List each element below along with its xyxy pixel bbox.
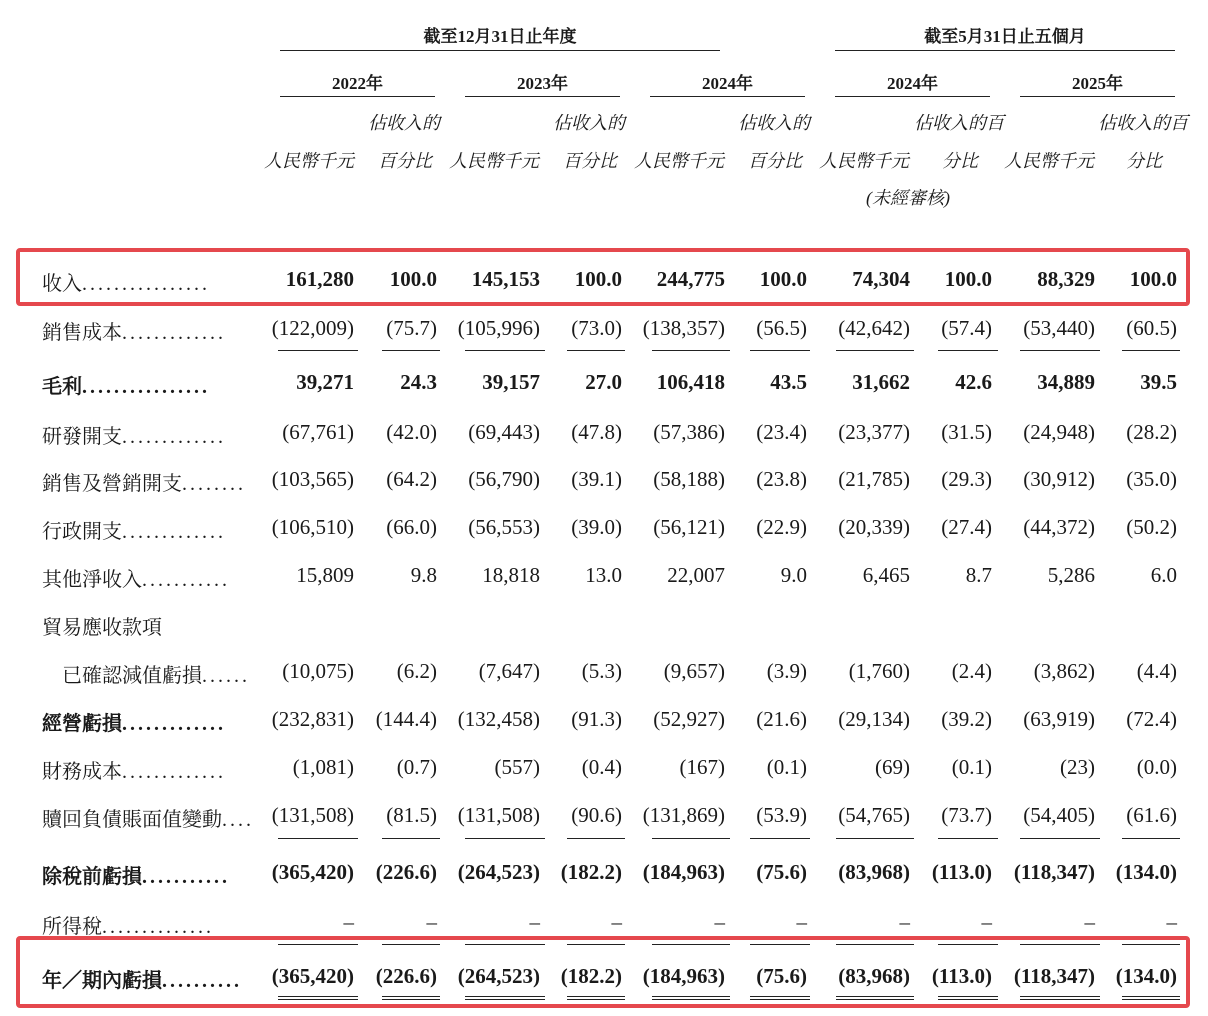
underline-redemption-liability-2025-5m-amt: [1020, 838, 1100, 839]
cell-loss-before-tax-2022-amt: (365,420): [271, 860, 354, 884]
cell-other-income-2024-amt: 22,007: [667, 563, 725, 587]
cell-rnd-2023-amt: (69,443): [468, 420, 540, 444]
cell-finance-cost-2024-5m-amt: (69): [875, 755, 910, 779]
unit-pct-2023-line1: 佔收入的: [553, 113, 625, 133]
row-label-cost-of-sales: 銷售成本.............: [42, 322, 226, 344]
cell-operating-loss-2024-5m-pct: (39.2): [941, 707, 992, 731]
row-label-admin: 行政開支.............: [42, 521, 226, 543]
cell-operating-loss-2024-amt: (52,927): [653, 707, 725, 731]
cell-admin-2025-5m-pct: (50.2): [1126, 515, 1177, 539]
cell-loss-for-period-2024-pct: (75.6): [756, 964, 807, 988]
cell-redemption-liability-2022-amt: (131,508): [271, 803, 354, 827]
cell-loss-for-period-2024-5m-amt: (83,968): [838, 964, 910, 988]
cell-revenue-2025-5m-pct: 100.0: [1129, 267, 1177, 291]
cell-operating-loss-2024-5m-amt: (29,134): [838, 707, 910, 731]
row-label-loss-before-tax: 除稅前虧損...........: [42, 866, 230, 888]
cell-impairment-2023-amt: (7,647): [478, 659, 540, 683]
cell-revenue-2022-pct: 100.0: [389, 267, 437, 291]
cell-revenue-2024-5m-amt: 74,304: [852, 267, 910, 291]
cell-cost-of-sales-2022-amt: (122,009): [271, 316, 354, 340]
cell-selling-2024-5m-pct: (29.3): [941, 467, 992, 491]
cell-operating-loss-2023-amt: (132,458): [457, 707, 540, 731]
cell-redemption-liability-2022-pct: (81.5): [386, 803, 437, 827]
cell-gross-profit-2022-amt: 39,271: [296, 370, 354, 394]
cell-gross-profit-2024-5m-amt: 31,662: [852, 370, 910, 394]
cell-selling-2022-pct: (64.2): [386, 467, 437, 491]
unit-pct-2023-line2: 百分比: [563, 151, 617, 171]
cell-redemption-liability-2023-amt: (131,508): [457, 803, 540, 827]
year-rule-2024: [650, 96, 805, 97]
cell-impairment-2022-amt: (10,075): [282, 659, 354, 683]
cell-rnd-2024-amt: (57,386): [653, 420, 725, 444]
unit-pct-2024-line2: 百分比: [748, 151, 802, 171]
cell-admin-2024-5m-pct: (27.4): [941, 515, 992, 539]
underline-redemption-liability-2024-5m-pct: [938, 838, 998, 839]
cell-other-income-2023-amt: 18,818: [482, 563, 540, 587]
cell-operating-loss-2022-amt: (232,831): [271, 707, 354, 731]
unit-pct-2024-5m-line1: 佔收入的百: [914, 113, 1004, 133]
cell-income-tax-2024-5m-pct: –: [981, 910, 992, 934]
unit-pct-2025-5m-line1: 佔收入的百: [1098, 113, 1188, 133]
unit-rmb-2024-5m: 人民幣千元: [819, 151, 909, 171]
cell-other-income-2023-pct: 13.0: [585, 563, 622, 587]
underline-redemption-liability-2025-5m-pct: [1122, 838, 1180, 839]
cell-rnd-2024-5m-amt: (23,377): [838, 420, 910, 444]
cell-income-tax-2025-5m-pct: –: [1166, 910, 1177, 934]
cell-selling-2024-amt: (58,188): [653, 467, 725, 491]
row-label-gross-profit: 毛利................: [42, 376, 210, 398]
underline-cost-of-sales-2025-5m-amt: [1020, 350, 1100, 351]
underline-cost-of-sales-2023-amt: [465, 350, 545, 351]
cell-admin-2022-pct: (66.0): [386, 515, 437, 539]
cell-impairment-2024-5m-amt: (1,760): [848, 659, 910, 683]
cell-selling-2023-amt: (56,790): [468, 467, 540, 491]
cell-finance-cost-2024-amt: (167): [679, 755, 725, 779]
cell-gross-profit-2023-pct: 27.0: [585, 370, 622, 394]
cell-income-tax-2024-amt: –: [714, 910, 725, 934]
underline-cost-of-sales-2024-pct: [750, 350, 810, 351]
cell-income-tax-2023-amt: –: [529, 910, 540, 934]
cell-revenue-2024-pct: 100.0: [759, 267, 807, 291]
cell-cost-of-sales-2024-5m-amt: (42,642): [838, 316, 910, 340]
unit-pct-2024-5m-line2: 分比: [942, 151, 978, 171]
cell-rnd-2022-pct: (42.0): [386, 420, 437, 444]
year-header-2022: 2022年: [332, 74, 383, 93]
cell-income-tax-2024-5m-amt: –: [899, 910, 910, 934]
cell-rnd-2025-5m-pct: (28.2): [1126, 420, 1177, 444]
highlight-loss-for-period-row: [16, 936, 1190, 1008]
cell-cost-of-sales-2023-amt: (105,996): [457, 316, 540, 340]
underline-cost-of-sales-2022-amt: [278, 350, 358, 351]
cell-selling-2024-5m-amt: (21,785): [838, 467, 910, 491]
unit-rmb-2023: 人民幣千元: [449, 151, 539, 171]
underline-cost-of-sales-2022-pct: [382, 350, 440, 351]
year-rule-2024-5m: [835, 96, 990, 97]
row-label-redemption-liability: 贖回負債賬面值變動....: [42, 809, 254, 831]
cell-income-tax-2024-pct: –: [796, 910, 807, 934]
cell-cost-of-sales-2024-5m-pct: (57.4): [941, 316, 992, 340]
cell-other-income-2024-pct: 9.0: [780, 563, 807, 587]
cell-redemption-liability-2024-5m-amt: (54,765): [838, 803, 910, 827]
cell-loss-for-period-2023-pct: (182.2): [560, 964, 622, 988]
cell-impairment-2024-pct: (3.9): [766, 659, 807, 683]
cell-gross-profit-2024-5m-pct: 42.6: [955, 370, 992, 394]
unit-pct-2025-5m-line2: 分比: [1126, 151, 1162, 171]
row-label-other-income: 其他淨收入...........: [42, 569, 230, 591]
cell-gross-profit-2024-amt: 106,418: [656, 370, 725, 394]
row-label-finance-cost: 財務成本.............: [42, 761, 226, 783]
unit-rmb-2024: 人民幣千元: [634, 151, 724, 171]
cell-finance-cost-2025-5m-pct: (0.0): [1136, 755, 1177, 779]
unit-rmb-2025-5m: 人民幣千元: [1004, 151, 1094, 171]
underline-redemption-liability-2023-pct: [567, 838, 625, 839]
cell-other-income-2024-5m-pct: 8.7: [965, 563, 992, 587]
row-label-selling: 銷售及營銷開支........: [42, 473, 246, 495]
cell-income-tax-2022-amt: –: [343, 910, 354, 934]
cell-finance-cost-2023-pct: (0.4): [581, 755, 622, 779]
cell-loss-for-period-2023-amt: (264,523): [457, 964, 540, 988]
cell-finance-cost-2022-pct: (0.7): [396, 755, 437, 779]
underline-cost-of-sales-2024-amt: [652, 350, 730, 351]
cell-operating-loss-2025-5m-amt: (63,919): [1023, 707, 1095, 731]
cell-redemption-liability-2025-5m-amt: (54,405): [1023, 803, 1095, 827]
row-label-income-tax: 所得稅..............: [42, 916, 214, 938]
cell-cost-of-sales-2024-amt: (138,357): [642, 316, 725, 340]
unit-rmb-2022: 人民幣千元: [264, 151, 354, 171]
cell-loss-before-tax-2024-amt: (184,963): [642, 860, 725, 884]
cell-operating-loss-2024-pct: (21.6): [756, 707, 807, 731]
cell-admin-2024-amt: (56,121): [653, 515, 725, 539]
cell-gross-profit-2025-5m-amt: 34,889: [1037, 370, 1095, 394]
cell-rnd-2023-pct: (47.8): [571, 420, 622, 444]
cell-other-income-2025-5m-pct: 6.0: [1150, 563, 1177, 587]
cell-revenue-2022-amt: 161,280: [285, 267, 354, 291]
cell-impairment-2025-5m-pct: (4.4): [1136, 659, 1177, 683]
row-label-trade-receivables: 貿易應收款項: [42, 617, 162, 639]
cell-rnd-2022-amt: (67,761): [282, 420, 354, 444]
cell-income-tax-2025-5m-amt: –: [1084, 910, 1095, 934]
cell-revenue-2025-5m-amt: 88,329: [1037, 267, 1095, 291]
cell-rnd-2024-5m-pct: (31.5): [941, 420, 992, 444]
year-rule-2022: [280, 96, 435, 97]
cell-cost-of-sales-2025-5m-pct: (60.5): [1126, 316, 1177, 340]
cell-loss-before-tax-2025-5m-amt: (118,347): [1013, 860, 1095, 884]
cell-cost-of-sales-2023-pct: (73.0): [571, 316, 622, 340]
cell-selling-2025-5m-pct: (35.0): [1126, 467, 1177, 491]
cell-operating-loss-2023-pct: (91.3): [571, 707, 622, 731]
cell-loss-for-period-2022-pct: (226.6): [375, 964, 437, 988]
year-rule-2025-5m: [1020, 96, 1175, 97]
cell-loss-before-tax-2024-5m-pct: (113.0): [931, 860, 992, 884]
year-header-2024: 2024年: [702, 74, 753, 93]
cell-finance-cost-2023-amt: (557): [494, 755, 540, 779]
cell-finance-cost-2025-5m-amt: (23): [1060, 755, 1095, 779]
cell-selling-2023-pct: (39.1): [571, 467, 622, 491]
cell-impairment-2023-pct: (5.3): [581, 659, 622, 683]
cell-admin-2024-5m-amt: (20,339): [838, 515, 910, 539]
cell-loss-for-period-2024-amt: (184,963): [642, 964, 725, 988]
underline-cost-of-sales-2023-pct: [567, 350, 625, 351]
underline-cost-of-sales-2025-5m-pct: [1122, 350, 1180, 351]
year-header-2025-5m: 2025年: [1072, 74, 1123, 93]
cell-selling-2024-pct: (23.8): [756, 467, 807, 491]
cell-income-tax-2023-pct: –: [611, 910, 622, 934]
cell-gross-profit-2022-pct: 24.3: [400, 370, 437, 394]
row-label-operating-loss: 經營虧損.............: [42, 713, 226, 735]
cell-revenue-2023-pct: 100.0: [574, 267, 622, 291]
underline-redemption-liability-2022-amt: [278, 838, 358, 839]
underline-cost-of-sales-2024-5m-pct: [938, 350, 998, 351]
cell-revenue-2024-amt: 244,775: [656, 267, 725, 291]
year-rule-2023: [465, 96, 620, 97]
cell-redemption-liability-2024-5m-pct: (73.7): [941, 803, 992, 827]
header-group-year-end-rule: [280, 50, 720, 51]
cell-rnd-2024-pct: (23.4): [756, 420, 807, 444]
cell-admin-2024-pct: (22.9): [756, 515, 807, 539]
cell-redemption-liability-2024-amt: (131,869): [642, 803, 725, 827]
cell-impairment-2024-5m-pct: (2.4): [951, 659, 992, 683]
cell-loss-before-tax-2023-amt: (264,523): [457, 860, 540, 884]
cell-finance-cost-2024-pct: (0.1): [766, 755, 807, 779]
cell-redemption-liability-2024-pct: (53.9): [756, 803, 807, 827]
header-group-year-end: 截至12月31日止年度: [423, 27, 577, 46]
unit-unaudited: (未經審核): [866, 188, 950, 208]
cell-selling-2022-amt: (103,565): [271, 467, 354, 491]
cell-loss-before-tax-2025-5m-pct: (134.0): [1115, 860, 1177, 884]
cell-loss-before-tax-2024-5m-amt: (83,968): [838, 860, 910, 884]
header-group-five-months-rule: [835, 50, 1175, 51]
cell-redemption-liability-2023-pct: (90.6): [571, 803, 622, 827]
unit-pct-2024-line1: 佔收入的: [738, 113, 810, 133]
header-group-five-months: 截至5月31日止五個月: [924, 27, 1086, 46]
cell-impairment-2024-amt: (9,657): [663, 659, 725, 683]
cell-loss-before-tax-2022-pct: (226.6): [375, 860, 437, 884]
underline-redemption-liability-2024-5m-amt: [836, 838, 914, 839]
cell-impairment-2025-5m-amt: (3,862): [1033, 659, 1095, 683]
cell-operating-loss-2022-pct: (144.4): [375, 707, 437, 731]
cell-redemption-liability-2025-5m-pct: (61.6): [1126, 803, 1177, 827]
cell-loss-for-period-2024-5m-pct: (113.0): [931, 964, 992, 988]
cell-gross-profit-2024-pct: 43.5: [770, 370, 807, 394]
cell-loss-for-period-2025-5m-pct: (134.0): [1115, 964, 1177, 988]
cell-revenue-2024-5m-pct: 100.0: [944, 267, 992, 291]
cell-impairment-2022-pct: (6.2): [396, 659, 437, 683]
cell-revenue-2023-amt: 145,153: [471, 267, 540, 291]
year-header-2024-5m: 2024年: [887, 74, 938, 93]
underline-redemption-liability-2022-pct: [382, 838, 440, 839]
underline-redemption-liability-2023-amt: [465, 838, 545, 839]
cell-other-income-2025-5m-amt: 5,286: [1047, 563, 1095, 587]
cell-gross-profit-2023-amt: 39,157: [482, 370, 540, 394]
row-label-revenue: 收入................: [42, 273, 210, 295]
cell-rnd-2025-5m-amt: (24,948): [1023, 420, 1095, 444]
cell-selling-2025-5m-amt: (30,912): [1023, 467, 1095, 491]
cell-admin-2023-amt: (56,553): [468, 515, 540, 539]
cell-cost-of-sales-2024-pct: (56.5): [756, 316, 807, 340]
cell-other-income-2022-amt: 15,809: [296, 563, 354, 587]
cell-other-income-2022-pct: 9.8: [410, 563, 437, 587]
underline-cost-of-sales-2024-5m-amt: [836, 350, 914, 351]
cell-other-income-2024-5m-amt: 6,465: [862, 563, 910, 587]
underline-redemption-liability-2024-pct: [750, 838, 810, 839]
cell-admin-2022-amt: (106,510): [271, 515, 354, 539]
cell-income-tax-2022-pct: –: [426, 910, 437, 934]
cell-gross-profit-2025-5m-pct: 39.5: [1140, 370, 1177, 394]
row-label-loss-for-period: 年／期內虧損..........: [42, 970, 242, 992]
cell-cost-of-sales-2022-pct: (75.7): [386, 316, 437, 340]
unit-pct-2022-line2: 百分比: [378, 151, 432, 171]
unit-pct-2022-line1: 佔收入的: [368, 113, 440, 133]
cell-finance-cost-2022-amt: (1,081): [292, 755, 354, 779]
cell-loss-for-period-2025-5m-amt: (118,347): [1013, 964, 1095, 988]
cell-finance-cost-2024-5m-pct: (0.1): [951, 755, 992, 779]
cell-cost-of-sales-2025-5m-amt: (53,440): [1023, 316, 1095, 340]
year-header-2023: 2023年: [517, 74, 568, 93]
cell-admin-2025-5m-amt: (44,372): [1023, 515, 1095, 539]
row-label-impairment: 已確認減值虧損......: [62, 665, 250, 687]
cell-operating-loss-2025-5m-pct: (72.4): [1126, 707, 1177, 731]
cell-loss-for-period-2022-amt: (365,420): [271, 964, 354, 988]
cell-loss-before-tax-2023-pct: (182.2): [560, 860, 622, 884]
cell-admin-2023-pct: (39.0): [571, 515, 622, 539]
row-label-rnd: 研發開支.............: [42, 426, 226, 448]
highlight-revenue-row: [16, 248, 1190, 306]
underline-redemption-liability-2024-amt: [652, 838, 730, 839]
cell-loss-before-tax-2024-pct: (75.6): [756, 860, 807, 884]
